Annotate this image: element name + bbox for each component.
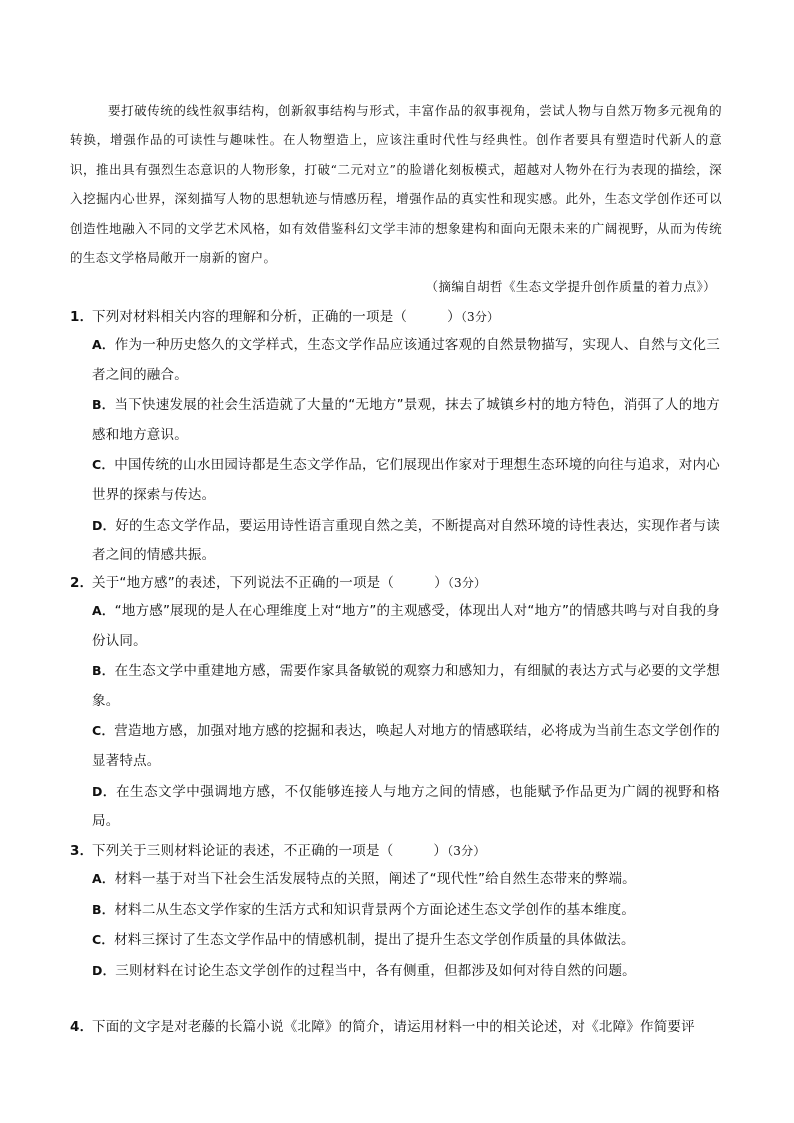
option-letter: B． xyxy=(92,663,115,679)
question-stem-end: ） xyxy=(433,843,448,859)
option-text: 当下快速发展的社会生活造就了大量的“无地方”景观，抹去了城镇乡村的地方特色，消弭了人的地方感和地方意识。 xyxy=(92,397,720,443)
question-stem-text: 关于“地方感”的表述，下列说法不正确的一项是（ xyxy=(92,575,395,591)
question-number: 2． xyxy=(70,575,94,591)
option-a xyxy=(70,864,720,895)
option-d xyxy=(70,777,720,837)
option-text: 营造地方感，加强对地方感的挖掘和表达，唤起人对地方的情感联结，必将成为当前生态文学创作的显著特点。 xyxy=(92,723,720,769)
option-text: 材料一基于对当下社会生活发展特点的关照，阐述了“现代性”给自然生态带来的弊端。 xyxy=(114,871,636,887)
question-stem xyxy=(70,304,720,330)
option-b xyxy=(70,656,720,716)
option-letter: C． xyxy=(92,723,115,739)
question-4 xyxy=(70,1014,720,1040)
question-stem-end: ） xyxy=(434,575,448,591)
question-3 xyxy=(70,838,720,986)
option-letter: D． xyxy=(92,962,116,978)
option-a xyxy=(70,596,720,656)
question-stem xyxy=(70,570,720,596)
option-letter: B． xyxy=(92,901,115,917)
question-stem-text: 下列关于三则材料论证的表述，不正确的一项是（ xyxy=(92,843,394,859)
option-letter: A． xyxy=(92,871,115,886)
question-stem-end: ） xyxy=(447,309,461,325)
option-b xyxy=(70,895,720,926)
question-stem xyxy=(70,1014,720,1040)
question-number: 3． xyxy=(70,843,94,859)
option-d xyxy=(70,956,720,987)
question-score: （3分） xyxy=(447,844,486,858)
option-letter: B． xyxy=(92,397,115,413)
question-stem-text: 下面的文字是对老藤的长篇小说《北障》的简介，请运用材料一中的相关论述，对《北障》作简要评 xyxy=(92,1019,695,1035)
question-2 xyxy=(70,570,720,837)
option-text: 三则材料在讨论生态文学创作的过程当中，各有侧重，但都涉及如何对待自然的问题。 xyxy=(115,962,636,979)
option-letter: A． xyxy=(92,337,115,352)
passage-source: （摘编自胡哲《生态文学提升创作质量的着力点》） xyxy=(425,279,716,294)
option-text: 好的生态文学作品，要运用诗性语言重现自然之美，不断提高对自然环境的诗性表达，实现作者与读者之间的情感共振。 xyxy=(92,517,720,564)
option-text: 在生态文学中重建地方感，需要作家具备敏锐的观察力和感知力，有细腻的表达方式与必要的文学想象。 xyxy=(92,663,720,709)
question-number: 4． xyxy=(70,1019,94,1035)
passage-paragraph: 要打破传统的线性叙事结构，创新叙事结构与形式，丰富作品的叙事视角，尝试人物与自然万物多元视角的转换，增强作品的可读性与趣味性。在人物塑造上，应该注重时代性与经典性。创作者要具有塑造时代新人的意识，推出具有强烈生态意识的人物形象，打破“二元对立”的脸谱化刻板模式，超越对人物外在行为表现的描绘，深入挖掘内心世界，深刻描写人物的思想轨迹与情感历程，增强作品的真实性和现实感。此外，生态文学创作还可以创造性地融入不同的文学艺术风格，如有效借鉴科幻文学丰沛的想象建构和面向无限未来的广阔视野，从而为传统的生态文学格局敞开一扇新的窗户。 xyxy=(70,103,722,266)
option-text: 中国传统的山水田园诗都是生态文学作品，它们展现出作家对于理想生态环境的向往与追求，对内心世界的探索与传达。 xyxy=(92,457,720,503)
option-text: “地方感”展现的是人在心理维度上对“地方”的主观感受，体现出人对“地方”的情感共鸣与对自我的身份认同。 xyxy=(92,603,720,649)
question-stem xyxy=(70,838,720,864)
option-letter: C． xyxy=(92,457,115,473)
option-b xyxy=(70,390,720,450)
option-letter: C． xyxy=(92,932,115,948)
option-a xyxy=(70,330,720,390)
option-c xyxy=(70,716,720,776)
question-1 xyxy=(70,304,720,571)
option-text: 材料二从生态文学作家的生活方式和知识背景两个方面论述生态文学创作的基本维度。 xyxy=(114,901,636,918)
question-score: （3分） xyxy=(460,310,500,324)
option-text: 材料三探讨了生态文学作品中的情感机制，提出了提升生态文学创作质量的具体做法。 xyxy=(114,932,635,949)
option-c xyxy=(70,450,720,510)
question-stem-text: 下列对材料相关内容的理解和分析，正确的一项是（ xyxy=(92,309,408,325)
question-score: （3分） xyxy=(447,576,487,590)
option-letter: A． xyxy=(92,603,115,618)
option-letter: D． xyxy=(92,517,116,533)
option-letter: D． xyxy=(92,783,116,799)
option-d xyxy=(70,511,720,571)
option-c xyxy=(70,925,720,956)
option-text: 在生态文学中强调地方感，不仅能够连接人与地方之间的情感，也能赋予作品更为广阔的视野和格局。 xyxy=(92,783,720,830)
question-number: 1． xyxy=(70,309,94,325)
option-text: 作为一种历史悠久的文学样式，生态文学作品应该通过客观的自然景物描写，实现人、自然与文化三者之间的融合。 xyxy=(92,337,720,383)
